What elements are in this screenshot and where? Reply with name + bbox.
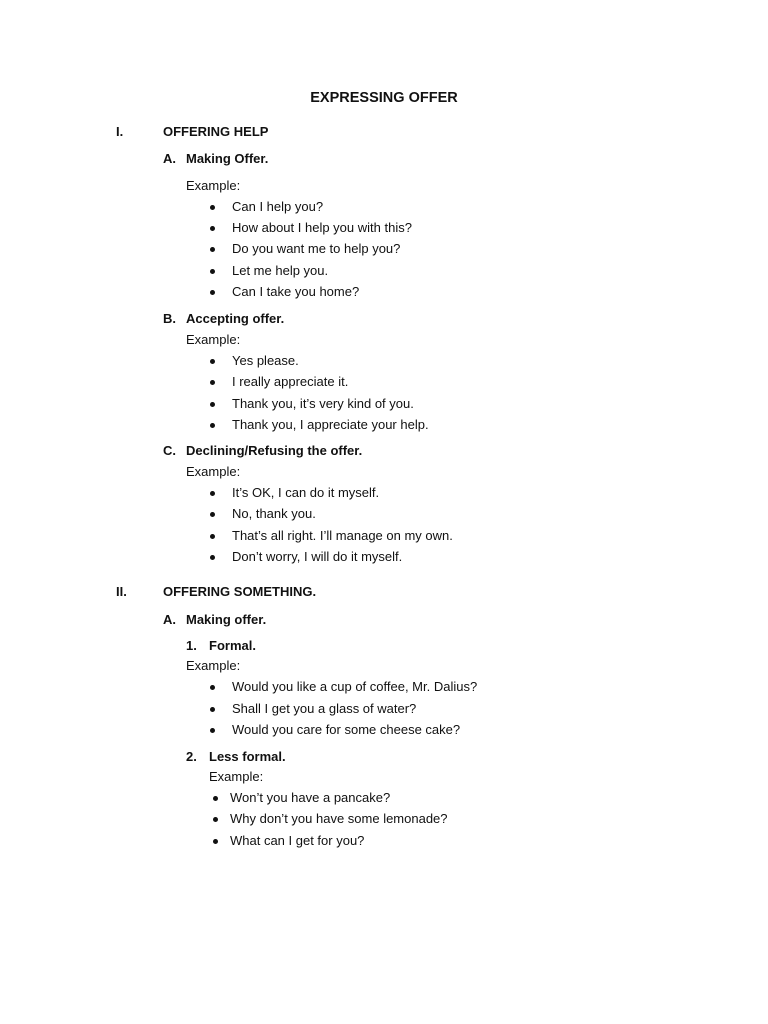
part-number: 1. xyxy=(186,638,197,653)
list-item: Do you want me to help you? xyxy=(232,241,401,256)
subsection-letter: A. xyxy=(163,151,176,166)
subsection-heading: Making offer. xyxy=(186,612,267,627)
subsection-letter: B. xyxy=(163,311,176,326)
page-title: EXPRESSING OFFER xyxy=(310,90,458,106)
list-item: Thank you, it’s very kind of you. xyxy=(232,396,414,411)
bullet-icon xyxy=(210,728,215,733)
example-label: Example: xyxy=(186,464,241,479)
bullet-icon xyxy=(210,491,215,496)
list-item: Can I help you? xyxy=(232,199,324,214)
bullet-icon xyxy=(210,290,215,295)
list-item: Won’t you have a pancake? xyxy=(230,790,391,805)
bullet-icon xyxy=(213,839,218,844)
list-item: No, thank you. xyxy=(232,506,316,521)
bullet-icon xyxy=(210,380,215,385)
section-heading: OFFERING HELP xyxy=(163,124,269,139)
example-label: Example: xyxy=(209,769,264,784)
bullet-icon xyxy=(210,359,215,364)
list-item: That’s all right. I’ll manage on my own. xyxy=(232,528,453,543)
list-item: What can I get for you? xyxy=(230,833,365,848)
bullet-icon xyxy=(210,423,215,428)
part-heading: Less formal. xyxy=(209,749,286,764)
bullet-icon xyxy=(210,269,215,274)
list-item: Don’t worry, I will do it myself. xyxy=(232,549,403,564)
section-numeral: I. xyxy=(116,124,124,139)
bullet-icon xyxy=(210,402,215,407)
example-label: Example: xyxy=(186,178,241,193)
bullet-icon xyxy=(210,226,215,231)
subsection-heading: Accepting offer. xyxy=(186,311,285,326)
list-item: How about I help you with this? xyxy=(232,220,412,235)
bullet-icon xyxy=(210,512,215,517)
list-item: Let me help you. xyxy=(232,263,329,278)
subsection-letter: C. xyxy=(163,443,176,458)
bullet-icon xyxy=(210,247,215,252)
part-number: 2. xyxy=(186,749,197,764)
example-label: Example: xyxy=(186,658,241,673)
list-item: Yes please. xyxy=(232,353,299,368)
bullet-icon xyxy=(210,707,215,712)
bullet-icon xyxy=(213,796,218,801)
section-heading: OFFERING SOMETHING. xyxy=(163,584,317,599)
bullet-icon xyxy=(210,534,215,539)
subsection-heading: Declining/Refusing the offer. xyxy=(186,443,363,458)
section-numeral: II. xyxy=(116,584,127,599)
bullet-icon xyxy=(213,817,218,822)
list-item: Can I take you home? xyxy=(232,284,360,299)
bullet-icon xyxy=(210,685,215,690)
list-item: Would you like a cup of coffee, Mr. Dalius? xyxy=(232,679,478,694)
bullet-icon xyxy=(210,205,215,210)
subsection-letter: A. xyxy=(163,612,176,627)
part-heading: Formal. xyxy=(209,638,256,653)
bullet-icon xyxy=(210,555,215,560)
list-item: Would you care for some cheese cake? xyxy=(232,722,461,737)
list-item: Shall I get you a glass of water? xyxy=(232,701,417,716)
list-item: I really appreciate it. xyxy=(232,374,349,389)
list-item: Why don’t you have some lemonade? xyxy=(230,811,448,826)
list-item: Thank you, I appreciate your help. xyxy=(232,417,429,432)
example-label: Example: xyxy=(186,332,241,347)
list-item: It’s OK, I can do it myself. xyxy=(232,485,380,500)
subsection-heading: Making Offer. xyxy=(186,151,269,166)
